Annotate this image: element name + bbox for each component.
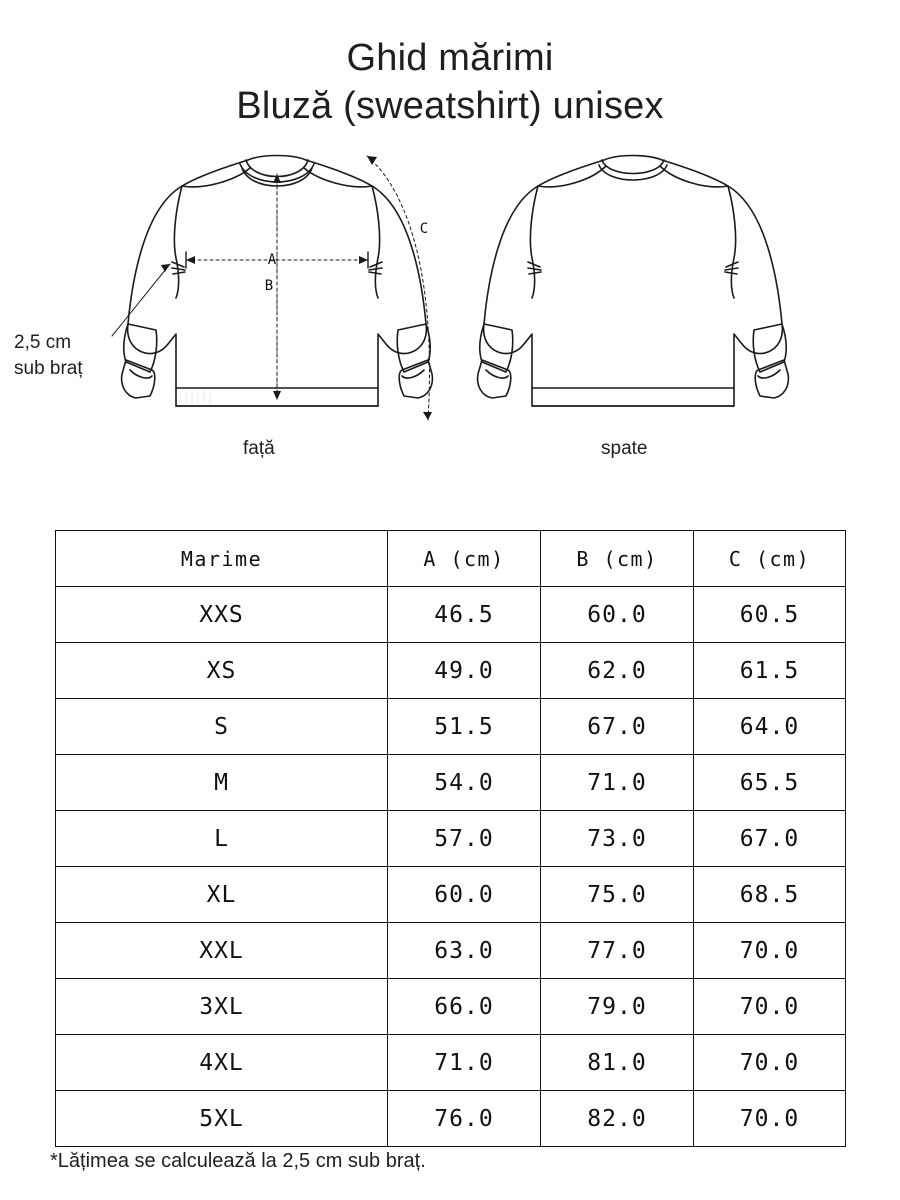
cell-b: 60.0	[541, 587, 694, 643]
cell-size: XXS	[56, 587, 388, 643]
underarm-note-line-1: 2,5 cm	[14, 332, 72, 353]
cell-a: 46.5	[388, 587, 541, 643]
cell-a: 57.0	[388, 811, 541, 867]
cell-b: 75.0	[541, 867, 694, 923]
cell-c: 68.5	[694, 867, 846, 923]
table-row	[56, 811, 846, 867]
cell-c: 70.0	[694, 923, 846, 979]
cell-b: 71.0	[541, 755, 694, 811]
cell-b: 77.0	[541, 923, 694, 979]
table-row	[56, 587, 846, 643]
cell-b: 62.0	[541, 643, 694, 699]
size-table	[55, 530, 846, 1147]
table-row	[56, 1035, 846, 1091]
cell-size: 4XL	[56, 1035, 388, 1091]
cell-c: 64.0	[694, 699, 846, 755]
cell-size: L	[56, 811, 388, 867]
cell-c: 60.5	[694, 587, 846, 643]
table-row	[56, 979, 846, 1035]
footnote: *Lățimea se calculează la 2,5 cm sub braț.	[50, 1150, 426, 1172]
sweatshirt-diagram-svg	[0, 138, 900, 483]
caption-back: spate	[601, 438, 648, 459]
cell-a: 60.0	[388, 867, 541, 923]
cell-size: XXL	[56, 923, 388, 979]
cell-b: 81.0	[541, 1035, 694, 1091]
column-header-c: C (cm)	[694, 531, 846, 587]
back-sweatshirt-drawing	[478, 156, 789, 407]
cell-c: 61.5	[694, 643, 846, 699]
cell-c: 67.0	[694, 811, 846, 867]
garment-illustration	[0, 138, 900, 483]
table-row	[56, 699, 846, 755]
cell-b: 67.0	[541, 699, 694, 755]
cell-a: 76.0	[388, 1091, 541, 1147]
cell-size: XL	[56, 867, 388, 923]
cell-c: 65.5	[694, 755, 846, 811]
underarm-note-line-2: sub braț	[14, 358, 83, 379]
cell-a: 51.5	[388, 699, 541, 755]
cell-b: 82.0	[541, 1091, 694, 1147]
title-line-2: Bluză (sweatshirt) unisex	[236, 85, 664, 127]
column-header-a: A (cm)	[388, 531, 541, 587]
page-title	[0, 0, 900, 130]
table-row	[56, 643, 846, 699]
column-header-size: Marime	[56, 531, 388, 587]
cell-a: 71.0	[388, 1035, 541, 1091]
cell-size: 5XL	[56, 1091, 388, 1147]
cell-c: 70.0	[694, 1091, 846, 1147]
cell-a: 49.0	[388, 643, 541, 699]
size-table-container	[55, 530, 845, 1147]
cell-b: 73.0	[541, 811, 694, 867]
table-row	[56, 1091, 846, 1147]
dimension-c-label: C	[419, 221, 429, 237]
caption-front: față	[243, 438, 275, 459]
cell-a: 66.0	[388, 979, 541, 1035]
underarm-note	[14, 330, 129, 382]
table-row	[56, 867, 846, 923]
cell-a: 63.0	[388, 923, 541, 979]
title-line-1: Ghid mărimi	[346, 37, 554, 79]
cell-size: 3XL	[56, 979, 388, 1035]
table-header-row	[56, 531, 846, 587]
cell-size: XS	[56, 643, 388, 699]
dimension-b-label: B	[264, 278, 274, 294]
cell-b: 79.0	[541, 979, 694, 1035]
cell-size: M	[56, 755, 388, 811]
column-header-b: B (cm)	[541, 531, 694, 587]
table-row	[56, 923, 846, 979]
table-row	[56, 755, 846, 811]
cell-c: 70.0	[694, 1035, 846, 1091]
dimension-a-label: A	[267, 252, 277, 268]
cell-c: 70.0	[694, 979, 846, 1035]
cell-a: 54.0	[388, 755, 541, 811]
cell-size: S	[56, 699, 388, 755]
